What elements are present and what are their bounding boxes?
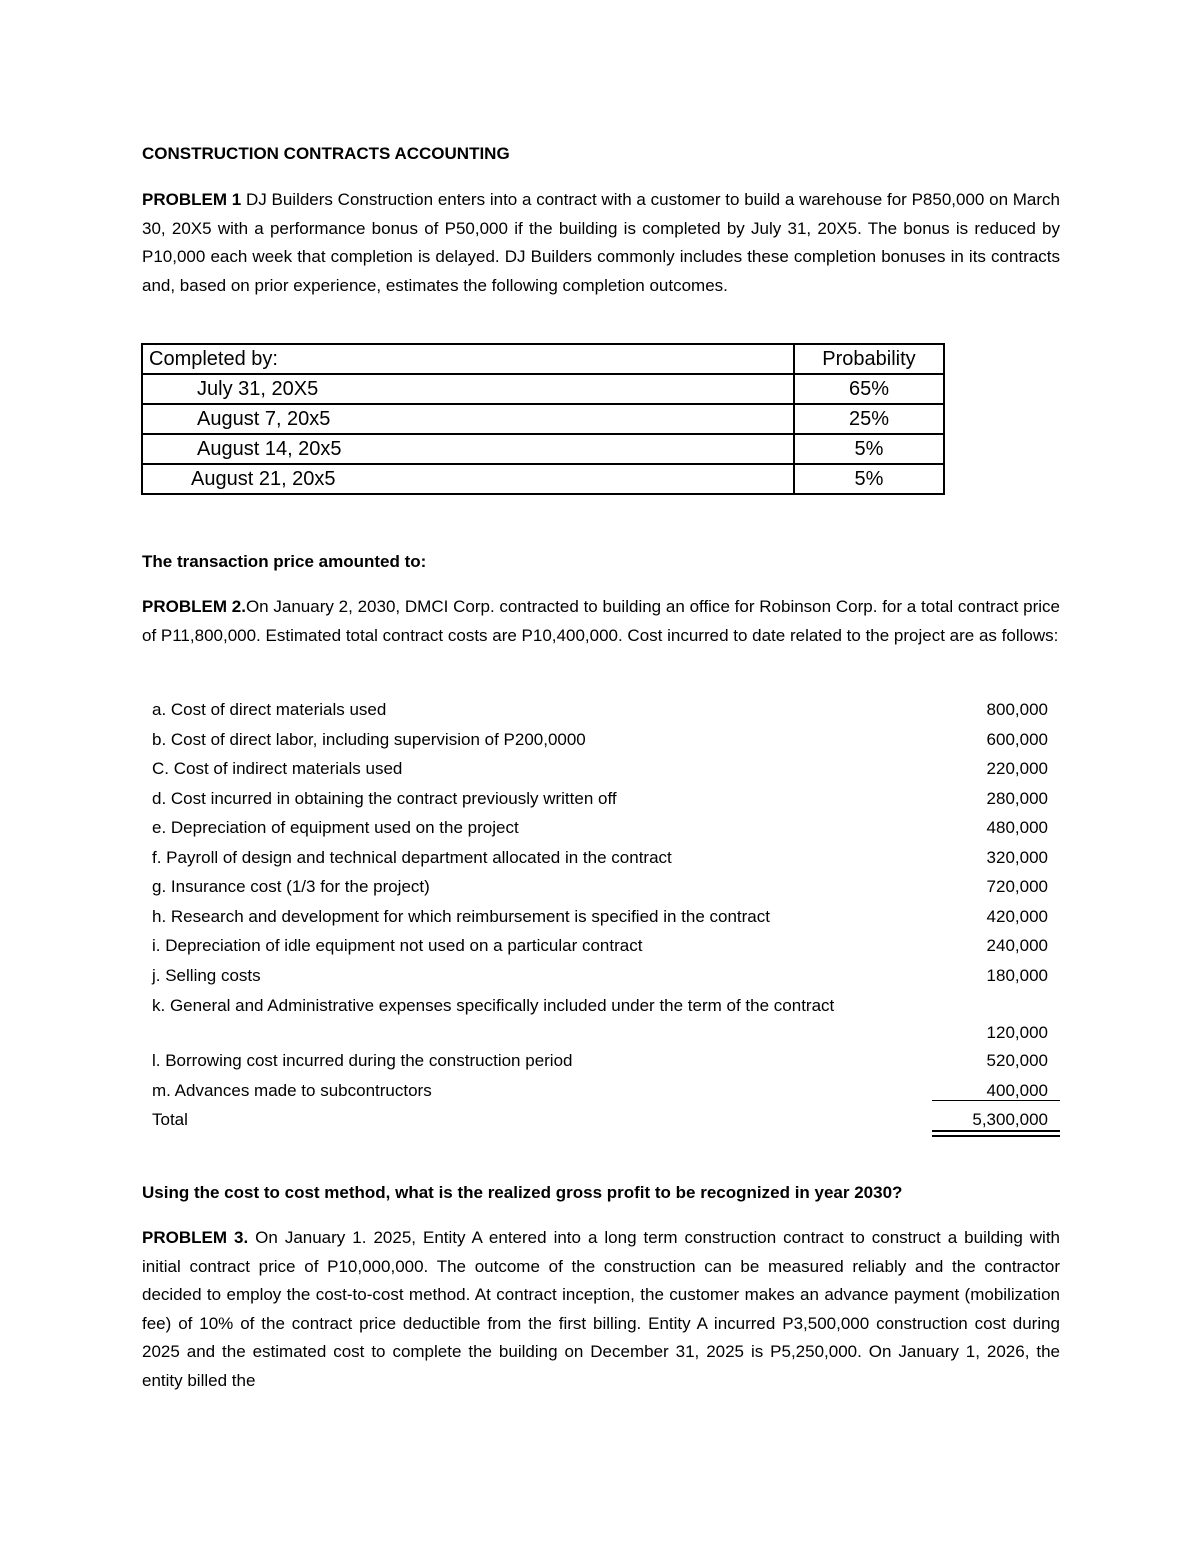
table-header-row [142, 344, 944, 374]
header-completed-by: Completed by: [142, 344, 794, 374]
probability-cell: 25% [794, 404, 944, 434]
cost-amount: 320,000 [986, 847, 1048, 867]
cost-list [152, 695, 1060, 1135]
completion-date-cell: August 7, 20x5 [142, 404, 794, 434]
table-row [142, 434, 944, 464]
cost-row [152, 843, 1060, 873]
cost-row [152, 961, 1060, 991]
completion-date-cell: July 31, 20X5 [142, 374, 794, 404]
cost-label: e. Depreciation of equipment used on the project [152, 818, 519, 837]
problem-2-text: On January 2, 2030, DMCI Corp. contracted to building an office for Robinson Corp. for a total contract price of P11,800,000. Estimated total contract costs are P10,400,000. Cost incurred to date related to the project are as follows: [142, 597, 1061, 645]
cost-amount: 420,000 [986, 906, 1048, 926]
cost-amount: 720,000 [986, 877, 1048, 896]
cost-row [152, 695, 1060, 725]
cost-label: l. Borrowing cost incurred during the construction period [152, 1051, 573, 1070]
cost-row [152, 1076, 1060, 1106]
total-label: Total [152, 1110, 188, 1129]
cost-label: d. Cost incurred in obtaining the contract previously written off [152, 788, 617, 808]
cost-row [152, 931, 1060, 961]
cost-amount: 480,000 [986, 818, 1048, 837]
document-title: CONSTRUCTION CONTRACTS ACCOUNTING [142, 144, 510, 163]
cost-row [152, 902, 1060, 932]
cost-label: k. General and Administrative expenses specifically included under the term of the contract [152, 996, 835, 1015]
problem-3-paragraph [142, 1224, 1060, 1395]
cost-amount: 240,000 [986, 936, 1048, 955]
cost-label: a. Cost of direct materials used [152, 700, 387, 719]
completion-date-cell: August 14, 20x5 [142, 434, 794, 464]
cost-amount: 520,000 [986, 1051, 1048, 1070]
probability-cell: 5% [794, 464, 944, 494]
cost-amount: 180,000 [986, 965, 1048, 985]
cost-label: b. Cost of direct labor, including supervision of P200,0000 [152, 729, 586, 749]
problem-2-question: Using the cost to cost method, what is the realized gross profit to be recognized in year 2030? [142, 1183, 903, 1202]
cost-amount: 400,000 [986, 1080, 1048, 1100]
problem-3-label: PROBLEM 3. [142, 1228, 249, 1247]
total-row [152, 1105, 1060, 1135]
total-amount: 5,300,000 [972, 1110, 1048, 1129]
cost-row [152, 725, 1060, 755]
subtotal-underline [932, 1100, 1060, 1101]
header-probability: Probability [794, 344, 944, 374]
cost-label: m. Advances made to subcontructors [152, 1080, 432, 1100]
completion-probability-table [141, 343, 945, 495]
table-row [142, 404, 944, 434]
cost-label: j. Selling costs [152, 965, 261, 985]
cost-row [152, 813, 1060, 843]
cost-amount: 220,000 [986, 759, 1048, 778]
total-double-underline [932, 1130, 1060, 1137]
problem-1-question: The transaction price amounted to: [142, 552, 427, 571]
cost-label: i. Depreciation of idle equipment not used on a particular contract [152, 936, 643, 955]
problem-1-text: DJ Builders Construction enters into a contract with a customer to build a warehouse for P850,000 on March 30, 20X5 with a performance bonus of P50,000 if the building is completed by July 31, 20X5. The bonus is reduced by P10,000 each week that completion is delayed. DJ Builders commonly includes these completion bonuses in its contracts and, based on prior experience, estimates the following completion outcomes. [142, 190, 1061, 295]
cost-label: C. Cost of indirect materials used [152, 759, 403, 778]
cost-row [152, 754, 1060, 784]
cost-label: f. Payroll of design and technical department allocated in the contract [152, 847, 672, 867]
cost-row [152, 784, 1060, 814]
cost-amount: 280,000 [986, 788, 1048, 808]
cost-row [152, 990, 1060, 1046]
table-row [142, 464, 944, 494]
probability-cell: 65% [794, 374, 944, 404]
cost-label: h. Research and development for which reimbursement is specified in the contract [152, 906, 770, 926]
problem-1-paragraph [142, 186, 1060, 300]
cost-label: g. Insurance cost (1/3 for the project) [152, 877, 430, 896]
cost-amount: 120,000 [986, 1023, 1048, 1042]
probability-cell: 5% [794, 434, 944, 464]
cost-amount: 600,000 [986, 729, 1048, 749]
completion-date-cell: August 21, 20x5 [142, 464, 794, 494]
cost-amount: 800,000 [986, 700, 1048, 719]
problem-1-label: PROBLEM 1 [142, 190, 242, 209]
table-row [142, 374, 944, 404]
problem-2-paragraph [142, 593, 1060, 650]
problem-2-label: PROBLEM 2. [142, 597, 246, 616]
problem-3-text: On January 1. 2025, Entity A entered into a long term construction contract to construct a building with initial contract price of P10,000,000. The outcome of the construction can be measured reliably and the contractor decided to employ the cost-to-cost method. At contract inception, the customer makes an advance payment (mobilization fee) of 10% of the contract price deductible from the first billing. Entity A incurred P3,500,000 construction cost during 2025 and the estimated cost to complete the building on December 31, 2025 is P5,250,000. On January 1, 2026, the entity billed the [142, 1228, 1060, 1390]
cost-row [152, 1046, 1060, 1076]
cost-row [152, 872, 1060, 902]
